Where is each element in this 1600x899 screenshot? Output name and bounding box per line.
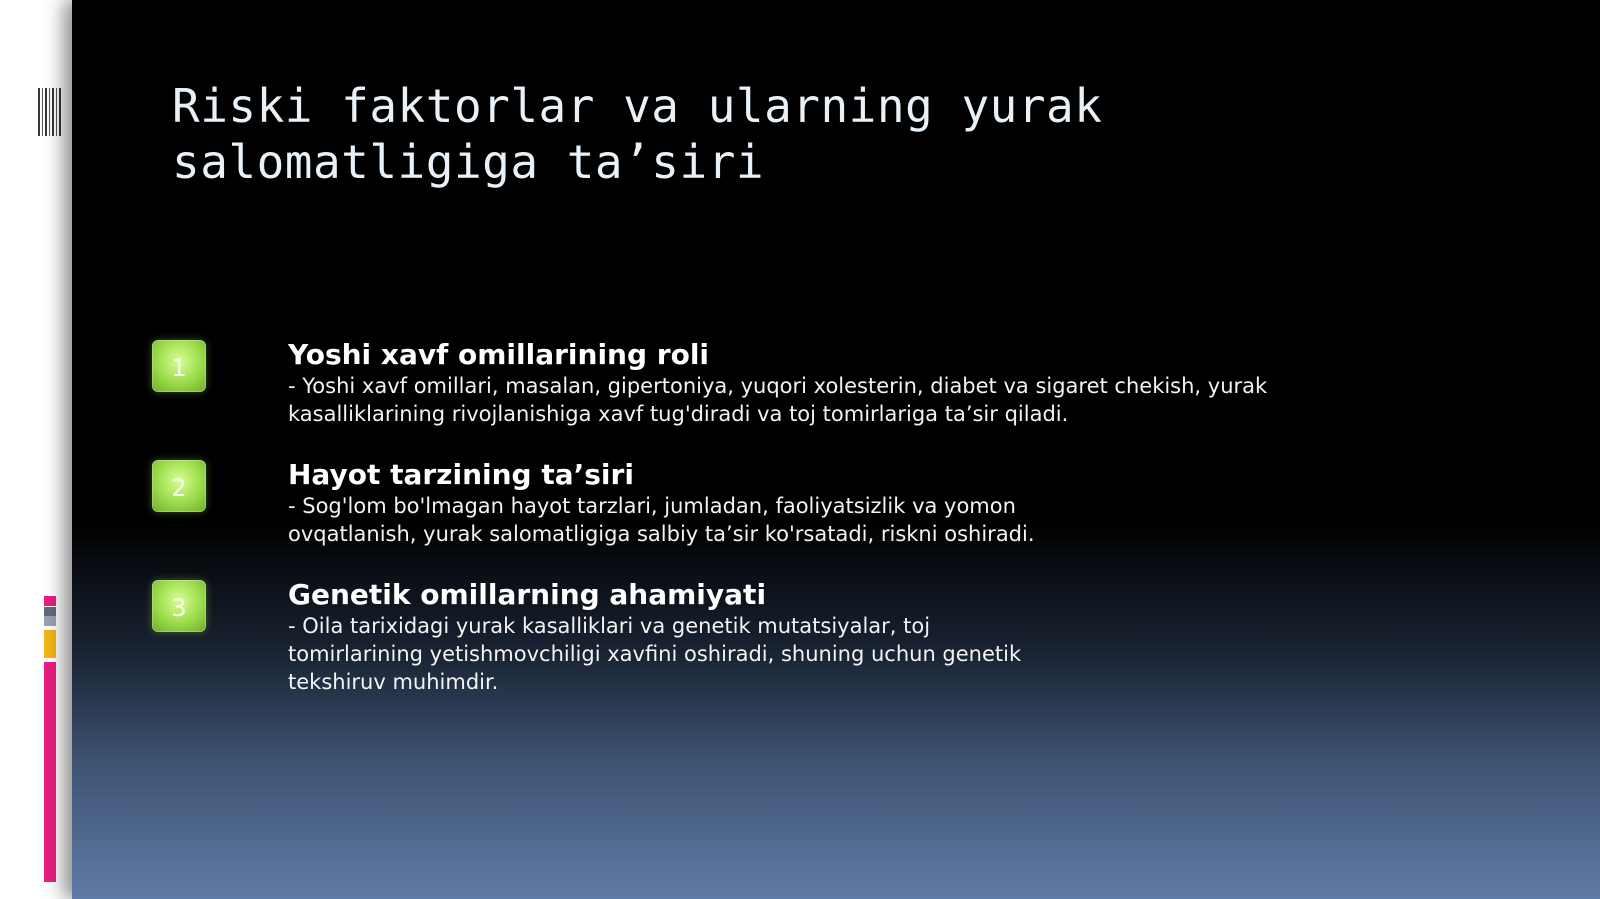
accent-bar-gray-light	[44, 616, 56, 626]
item-description: - Sog'lom bo'lmagan hayot tarzlari, jumladan, faoliyatsizlik va yomon ovqatlanish, yurak salomatligiga salbiy ta’sir ko'rsatadi, riskni oshiradi.	[288, 494, 1035, 546]
item-description: - Oila tarixidagi yurak kasalliklari va genetik mutatsiyalar, toj tomirlarining yetishmovchiligi xavfini oshiradi, shuning uchun genetik tekshiruv muhimdir.	[288, 614, 1022, 694]
barcode-ornament	[38, 88, 62, 136]
item-description: - Yoshi xavf omillari, masalan, gipertoniya, yuqori xolesterin, diabet va sigaret chekish, yurak kasalliklarining rivojlanishiga xavf tug'diradi va toj tomirlariga ta’sir qiladi.	[288, 374, 1268, 426]
number-badge	[152, 460, 206, 512]
slide-canvas	[72, 0, 1600, 899]
slide-title: Riski faktorlar va ularning yurak salomatligiga ta’siri	[172, 79, 1103, 189]
item-heading: Genetik omillarning ahamiyati	[288, 578, 767, 611]
badge-number: 1	[171, 354, 187, 382]
accent-bar-pink-long	[44, 662, 56, 882]
number-badge	[152, 580, 206, 632]
badge-number: 2	[171, 474, 187, 502]
accent-bar-gray-dark	[44, 607, 56, 616]
item-heading: Hayot tarzining ta’siri	[288, 458, 634, 491]
left-decoration-strip	[0, 0, 72, 899]
accent-bar-pink-top	[44, 596, 56, 606]
accent-bar-yellow	[44, 630, 56, 658]
number-badge	[152, 340, 206, 392]
item-heading: Yoshi xavf omillarining roli	[288, 338, 710, 371]
badge-number: 3	[171, 594, 187, 622]
